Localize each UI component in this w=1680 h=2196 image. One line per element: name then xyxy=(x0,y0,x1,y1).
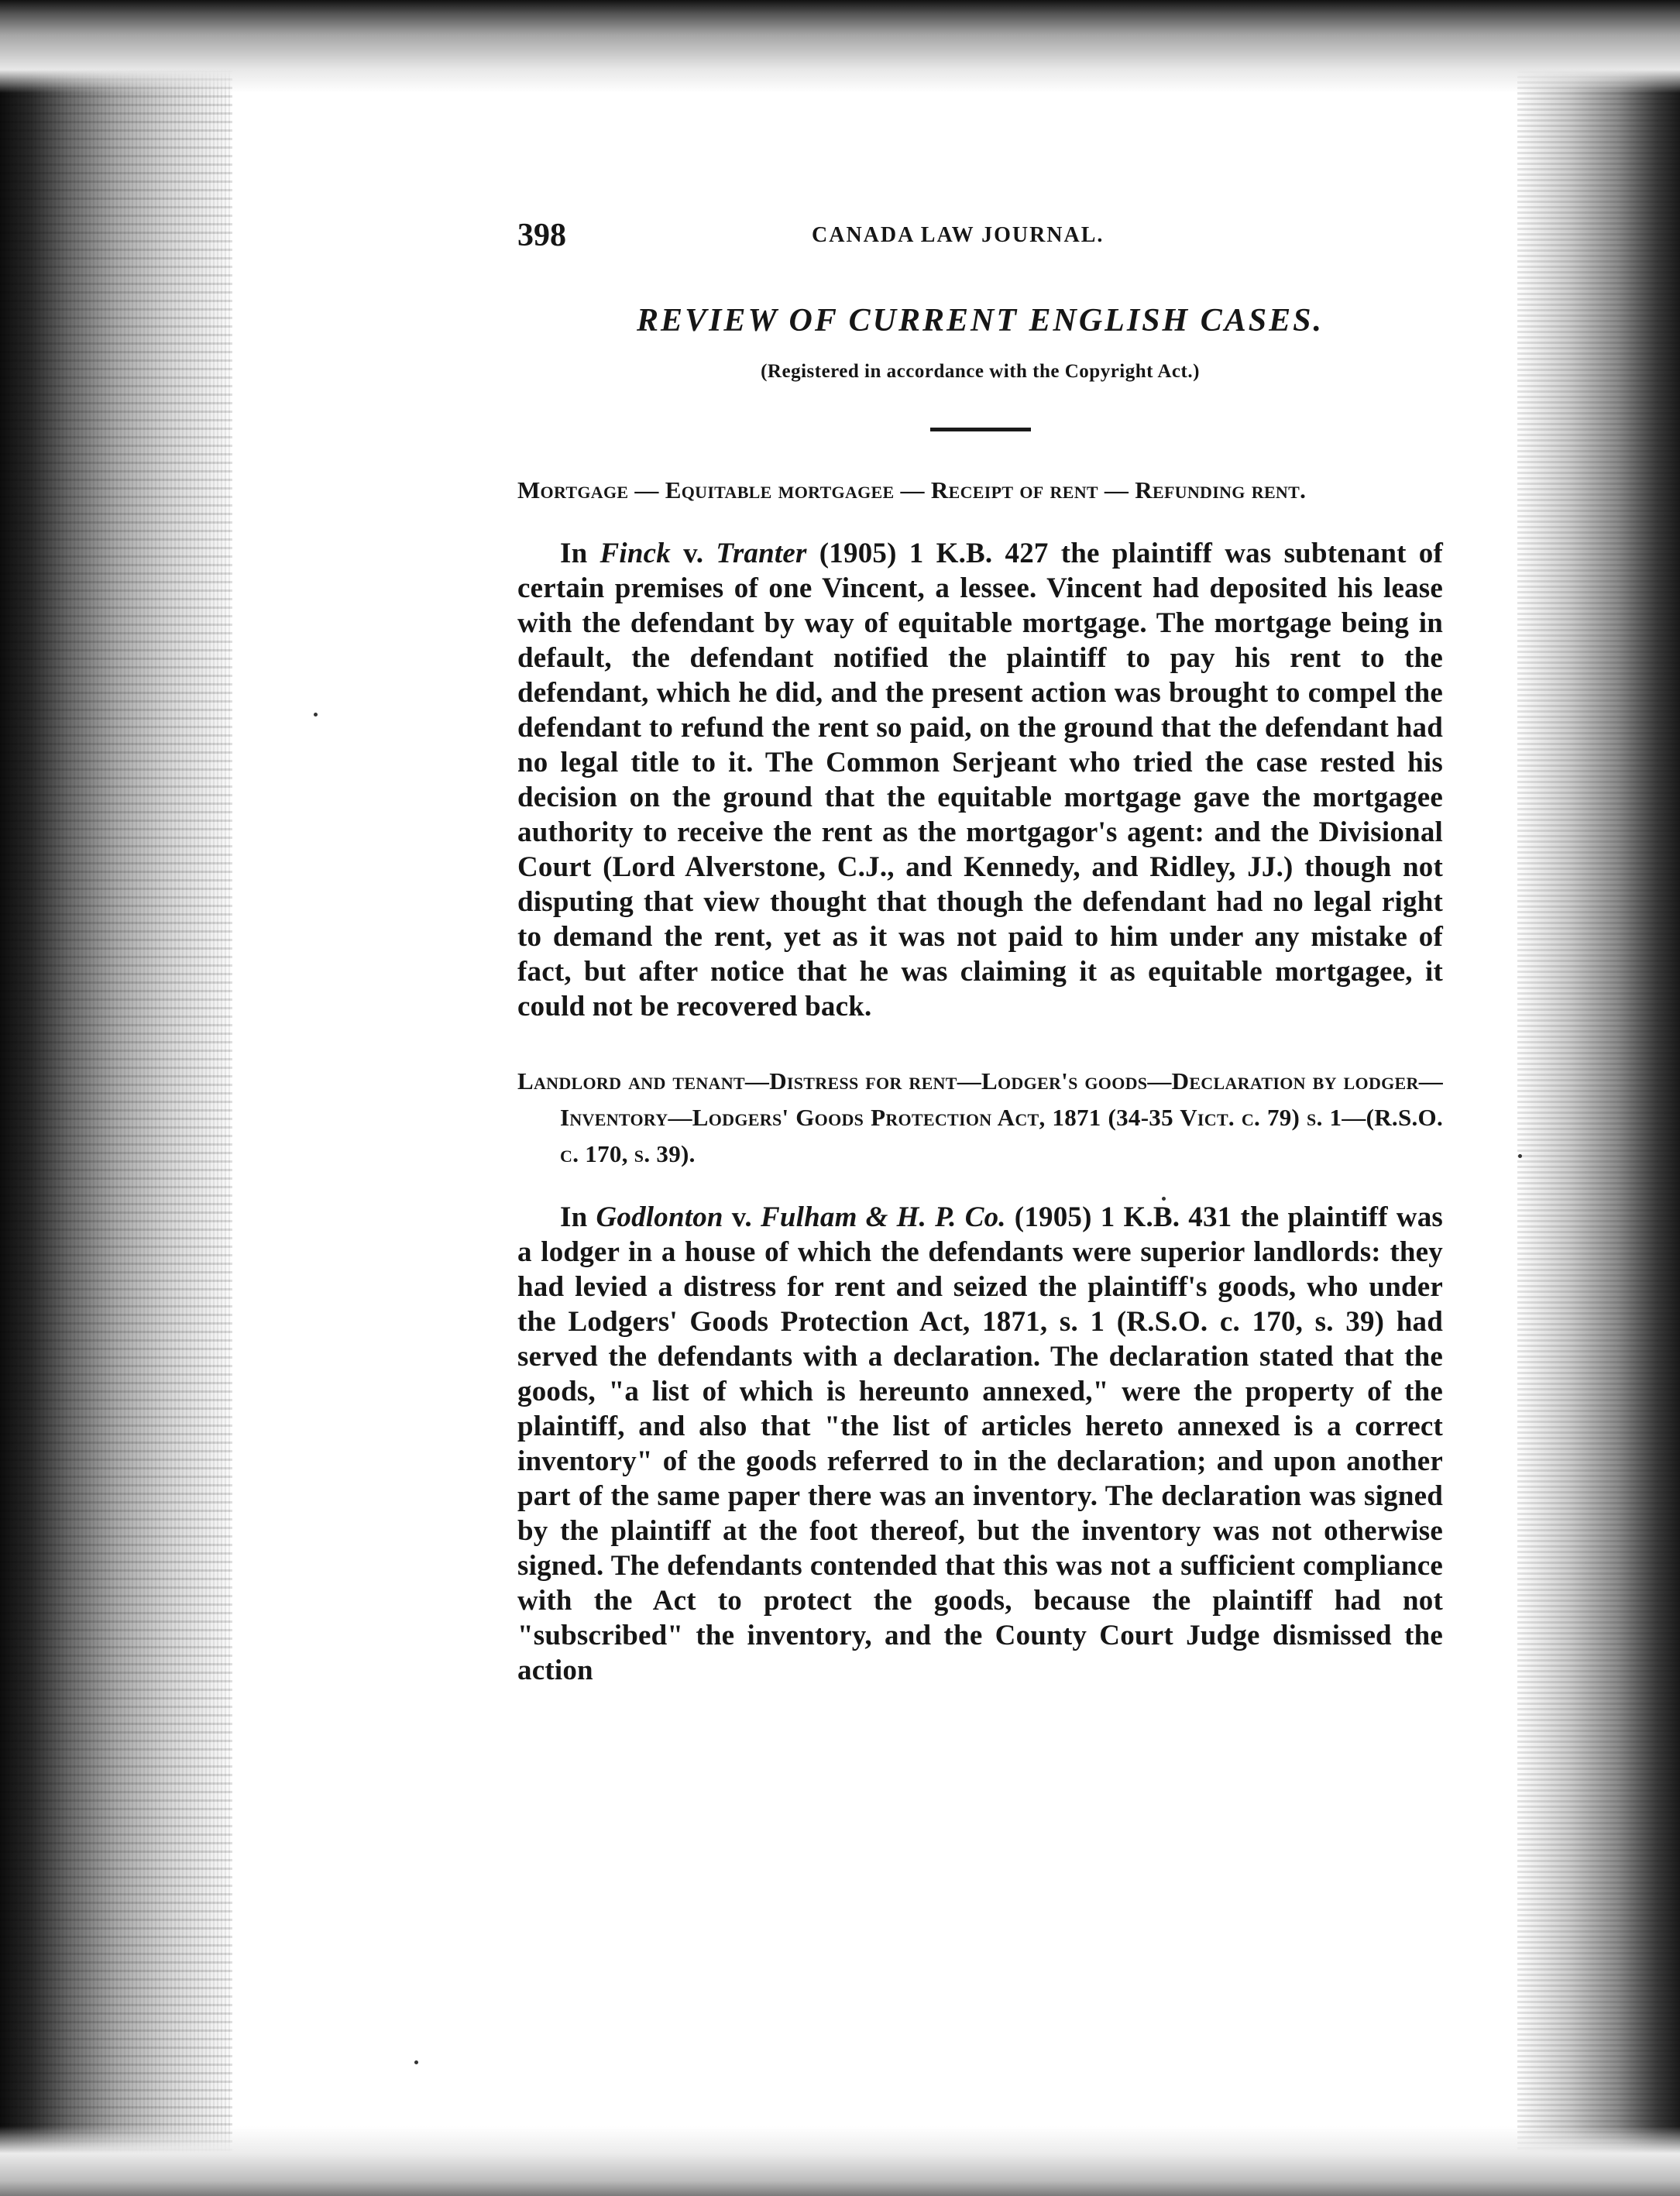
case-party: Fulham & H. P. Co. xyxy=(760,1201,1006,1233)
case-body-text: In xyxy=(560,1201,596,1233)
journal-name: CANADA LAW JOURNAL. xyxy=(812,223,1105,247)
case-heading: Mortgage — Equitable mortgagee — Receipt of rent — Refunding rent. xyxy=(517,476,1307,503)
scan-bottom-edge xyxy=(0,2126,1680,2196)
scan-speck xyxy=(314,713,318,717)
document-page xyxy=(517,217,1443,1717)
case-party: Godlonton xyxy=(596,1201,723,1233)
scan-left-edge-texture xyxy=(0,0,232,2196)
case-body xyxy=(517,536,1443,1024)
scan-right-edge-texture xyxy=(1517,0,1680,2196)
running-head xyxy=(517,217,1443,263)
case-party: Tranter xyxy=(716,538,807,569)
section-divider xyxy=(930,428,1031,431)
case-body-text: (1905) 1 K.B. 427 the plaintiff was subtenant of certain premises of one Vincent, a lessee. Vincent had deposited his lease with the defendant by way of equitable mortgage. The mortgage being in default, the defendant notified the plaintiff to pay his rent to the defendant, which he did, and the present action was brought to compel the defendant to refund the rent so paid, on the ground that the defendant had no legal title to it. The Common Serjeant who tried the case rested his decision on the ground that the equitable mortgage gave the mortgagee authority to receive the rent as the mortgagor's agent: and the Divisional Court (Lord Alverstone, C.J., and Kennedy, and Ridley, JJ.) though not disputing that view thought that though the defendant had no legal right to demand the rent, yet as it was not paid to him under any mistake of fact, but after notice that he was claiming it as equitable mortgagee, it could not be recovered back. xyxy=(517,538,1444,1022)
case-party: Finck xyxy=(600,538,671,569)
case-body-text: v. xyxy=(723,1201,761,1233)
case-body-text: (1905) 1 K.B. 431 the plaintiff was a lodger in a house of which the defendants were superior landlords: they had levied a distress for rent and seized the plaintiff's goods, who under the Lodgers' Goods Protection Act, 1871, s. 1 (R.S.O. c. 170, s. 39) had served the defendants with a declaration. The declaration stated that the goods, "a list of which is hereunto annexed," were the property of the plaintiff, and also that "the list of articles hereto annexed is a correct inventory" of the goods referred to in the declaration; and upon another part of the same paper there was an inventory. The declaration was signed by the plaintiff at the foot thereof, but the inventory was not otherwise signed. The defendants contended that this was not a sufficient compliance with the Act to protect the goods, because the plaintiff had not "subscribed" the inventory, and the County Court Judge dismissed the action xyxy=(517,1201,1443,1686)
copyright-note: (Registered in accordance with the Copyright Act.) xyxy=(761,361,1200,382)
case-body xyxy=(517,1200,1443,1688)
page-number: 398 xyxy=(517,218,566,253)
section-title: REVIEW OF CURRENT ENGLISH CASES. xyxy=(637,303,1324,339)
scan-speck xyxy=(414,2060,418,2064)
scan-top-edge xyxy=(0,0,1680,93)
case-body-text: v. xyxy=(671,538,716,569)
case-heading: Landlord and tenant—Distress for rent—Lodger's goods—Declaration by lodger—Inventory—Lodgers' Goods Protection Act, 1871 (34-35 Vict. c. 79) s. 1—(R.S.O. c. 170, s. 39). xyxy=(517,1067,1443,1167)
case-body-text: In xyxy=(560,538,600,569)
scan-speck xyxy=(1518,1154,1522,1158)
